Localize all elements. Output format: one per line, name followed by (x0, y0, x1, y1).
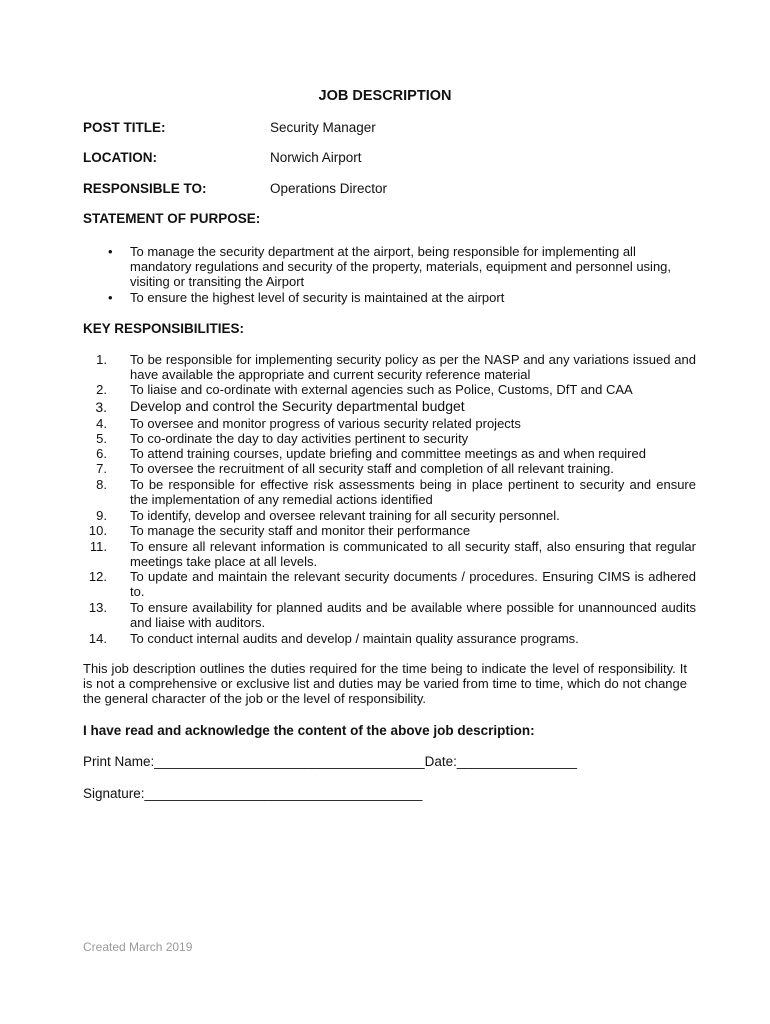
responsible-to-value: Operations Director (270, 181, 388, 196)
responsibility-item: To attend training courses, update briefing and committee meetings as and when required (130, 446, 646, 461)
signature-line (83, 786, 422, 801)
print-name-line (83, 754, 577, 769)
responsibility-item: To be responsible for implementing security policy as per the NASP and any variations issued and have available the appropriate and current security reference material (130, 352, 696, 383)
responsibility-item: To ensure all relevant information is communicated to all security staff, also ensuring that regular meetings take place at all levels. (130, 539, 696, 570)
item-number: 9. (96, 508, 107, 523)
responsibility-item: To co-ordinate the day to day activities pertinent to security (130, 431, 469, 446)
item-number: 11. (89, 539, 107, 554)
item-number: 4. (96, 416, 107, 431)
responsibility-item: Develop and control the Security departmental budget (130, 398, 465, 414)
disclaimer-paragraph: This job description outlines the duties required for the time being to indicate the level of responsibility. It is not a comprehensive or exclusive list and duties may be varied from time to time, which do not change the general character of the job or the level of responsibility. (83, 661, 687, 707)
item-number: 2. (96, 382, 107, 397)
print-name-label: Print Name: (83, 754, 155, 769)
item-number: 7. (96, 461, 107, 476)
acknowledgement-statement: I have read and acknowledge the content of the above job description: (83, 723, 535, 738)
post-title-label: POST TITLE: (83, 120, 166, 135)
print-name-field[interactable]: ____________________________________ (154, 754, 425, 769)
date-label: Date: (424, 754, 457, 769)
responsibility-item: To liaise and co-ordinate with external agencies such as Police, Customs, DfT and CAA (130, 382, 633, 397)
item-number: 14. (88, 631, 107, 646)
item-number: 10. (88, 523, 107, 538)
item-number: 12. (88, 569, 107, 584)
responsibility-item: To ensure availability for planned audits and be available where possible for unannounced audits and liaise with auditors. (130, 600, 696, 631)
post-title-value: Security Manager (270, 120, 376, 135)
item-number: 5. (96, 431, 107, 446)
bullet-icon: • (108, 244, 113, 259)
item-number: 1. (96, 352, 107, 367)
responsibility-item: To oversee the recruitment of all security staff and completion of all relevant training. (130, 461, 614, 476)
statement-bullet: To manage the security department at the airport, being responsible for implementing all mandatory regulations and security of the property, materials, equipment and personnel using, visiting or transiting the Airport (130, 244, 672, 290)
location-label: LOCATION: (83, 150, 157, 165)
signature-label: Signature: (83, 786, 145, 801)
responsibility-item: To oversee and monitor progress of various security related projects (130, 416, 521, 431)
date-field[interactable]: ________________ (456, 754, 577, 769)
signature-field[interactable]: _____________________________________ (144, 786, 423, 801)
location-value: Norwich Airport (270, 150, 362, 165)
responsible-to-label: RESPONSIBLE TO: (83, 181, 207, 196)
responsibilities-heading: KEY RESPONSIBILITIES: (83, 321, 245, 336)
statement-heading: STATEMENT OF PURPOSE: (83, 211, 261, 226)
responsibility-item: To update and maintain the relevant security documents / procedures. Ensuring CIMS is adhered to. (130, 569, 696, 600)
item-number: 6. (96, 446, 107, 461)
statement-bullet: To ensure the highest level of security is maintained at the airport (130, 290, 505, 305)
responsibility-item: To be responsible for effective risk assessments being in place pertinent to security and ensure the implementation of any remedial actions identified (130, 477, 696, 508)
item-number: 8. (96, 477, 107, 492)
item-number: 3. (95, 399, 107, 415)
footer-note: Created March 2019 (83, 940, 193, 954)
responsibility-item: To manage the security staff and monitor their performance (130, 523, 471, 538)
responsibility-item: To identify, develop and oversee relevant training for all security personnel. (130, 508, 560, 523)
responsibility-item: To conduct internal audits and develop / maintain quality assurance programs. (130, 631, 579, 646)
page-title: JOB DESCRIPTION (318, 88, 452, 104)
item-number: 13. (88, 600, 107, 615)
bullet-icon: • (108, 290, 113, 305)
